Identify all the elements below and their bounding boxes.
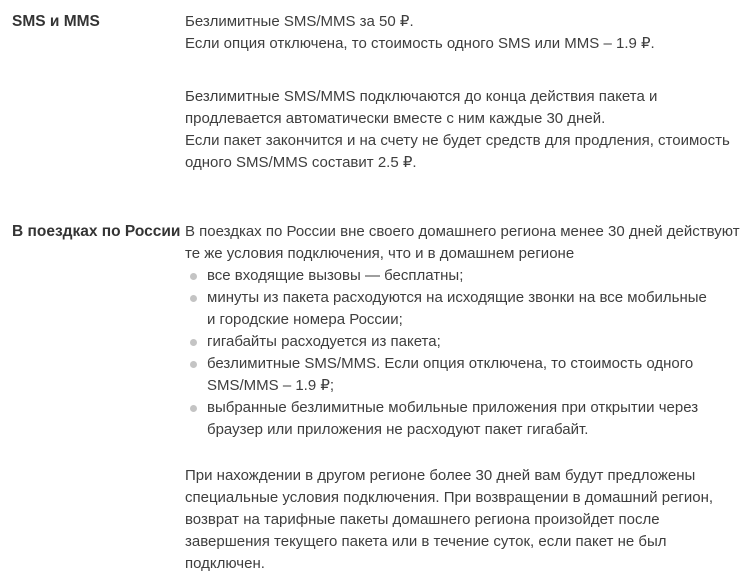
list-item-text: [207, 331, 441, 353]
bullet-icon: [190, 339, 197, 346]
text-line: браузер или приложения не расходуют пакет гигабайт.: [207, 421, 589, 438]
list-item-text: [207, 265, 463, 287]
section-sms-mms-content: [185, 11, 741, 174]
text-line: возврат на тарифные пакеты домашнего региона произойдет после: [185, 511, 660, 528]
bullet-icon: [190, 273, 197, 280]
text-line: безлимитные SMS/MMS. Если опция отключена, то стоимость одного: [207, 355, 694, 372]
paragraph-sms-renewal: [185, 86, 741, 174]
text-line: специальные условия подключения. При возвращении в домашний регион,: [185, 489, 714, 506]
text-line: и городские номера России;: [207, 311, 403, 328]
paragraph-travel-intro: [185, 221, 741, 265]
list-item-text: [207, 397, 698, 441]
text-line: те же условия подключения, что и в домашнем регионе: [185, 245, 575, 262]
section-travel-russia: [12, 221, 741, 575]
text-line: завершения текущего пакета или в течение суток, если пакет не был: [185, 533, 667, 550]
list-item-incoming-calls: [185, 265, 741, 287]
list-item-text: [207, 287, 707, 331]
list-item-package-minutes: [185, 287, 741, 331]
text-line: SMS/MMS – 1.9 ₽;: [207, 377, 335, 394]
text-line: минуты из пакета расходуются на исходящие звонки на все мобильные: [207, 289, 707, 306]
paragraph-sms-price: [185, 11, 741, 55]
section-sms-mms: [12, 11, 741, 174]
text-line: В поездках по России вне своего домашнего региона менее 30 дней действуют: [185, 223, 740, 240]
text-line: Если пакет закончится и на счету не будет средств для продления, стоимость: [185, 132, 730, 149]
text-line: подключен.: [185, 555, 265, 572]
text-line: Если опция отключена, то стоимость одного SMS или MMS – 1.9 ₽.: [185, 35, 655, 52]
text-line: Безлимитные SMS/MMS за 50 ₽.: [185, 13, 414, 30]
bullet-icon: [190, 405, 197, 412]
text-line: гигабайты расходуется из пакета;: [207, 333, 441, 350]
bullet-icon: [190, 361, 197, 368]
section-label-travel-russia: В поездках по России: [12, 223, 181, 240]
text-line: выбранные безлимитные мобильные приложения при открытии через: [207, 399, 699, 416]
text-line: Безлимитные SMS/MMS подключаются до конца действия пакета и: [185, 88, 658, 105]
text-line: все входящие вызовы — бесплатны;: [207, 267, 464, 284]
text-line: продлевается автоматически вместе с ним каждые 30 дней.: [185, 110, 606, 127]
list-item-unlimited-apps: [185, 397, 741, 441]
travel-conditions-list: [185, 265, 741, 441]
text-line: одного SMS/MMS составит 2.5 ₽.: [185, 154, 417, 171]
paragraph-travel-outro: [185, 465, 741, 575]
section-travel-russia-content: [185, 221, 741, 575]
section-label-sms-mms: SMS и MMS: [12, 13, 100, 30]
list-item-text: [207, 353, 693, 397]
bullet-icon: [190, 295, 197, 302]
list-item-gigabytes: [185, 331, 741, 353]
text-line: При нахождении в другом регионе более 30 дней вам будут предложены: [185, 467, 696, 484]
list-item-unlimited-sms: [185, 353, 741, 397]
